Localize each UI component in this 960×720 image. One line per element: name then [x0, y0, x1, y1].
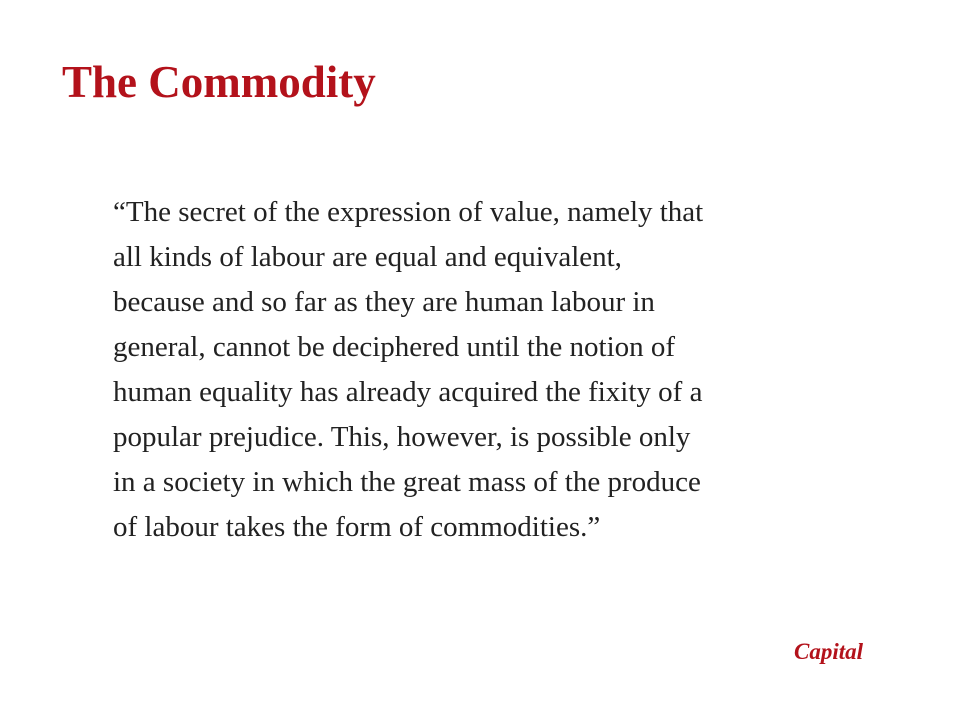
quote-line: because and so far as they are human labour in — [113, 286, 655, 318]
quote-line: “The secret of the expression of value, namely that — [113, 196, 704, 228]
quote-line: of labour takes the form of commodities.” — [113, 511, 601, 543]
quote-line: all kinds of labour are equal and equivalent, — [113, 241, 622, 273]
quote-line: popular prejudice. This, however, is possible only — [113, 421, 691, 453]
attribution-source: Capital — [793, 639, 863, 664]
quote-line: in a society in which the great mass of the produce — [113, 466, 701, 498]
quote-line: general, cannot be deciphered until the notion of — [113, 331, 676, 363]
slide-title: The Commodity — [62, 57, 376, 107]
quote-block — [113, 190, 873, 550]
quote-line: human equality has already acquired the fixity of a — [113, 376, 703, 408]
